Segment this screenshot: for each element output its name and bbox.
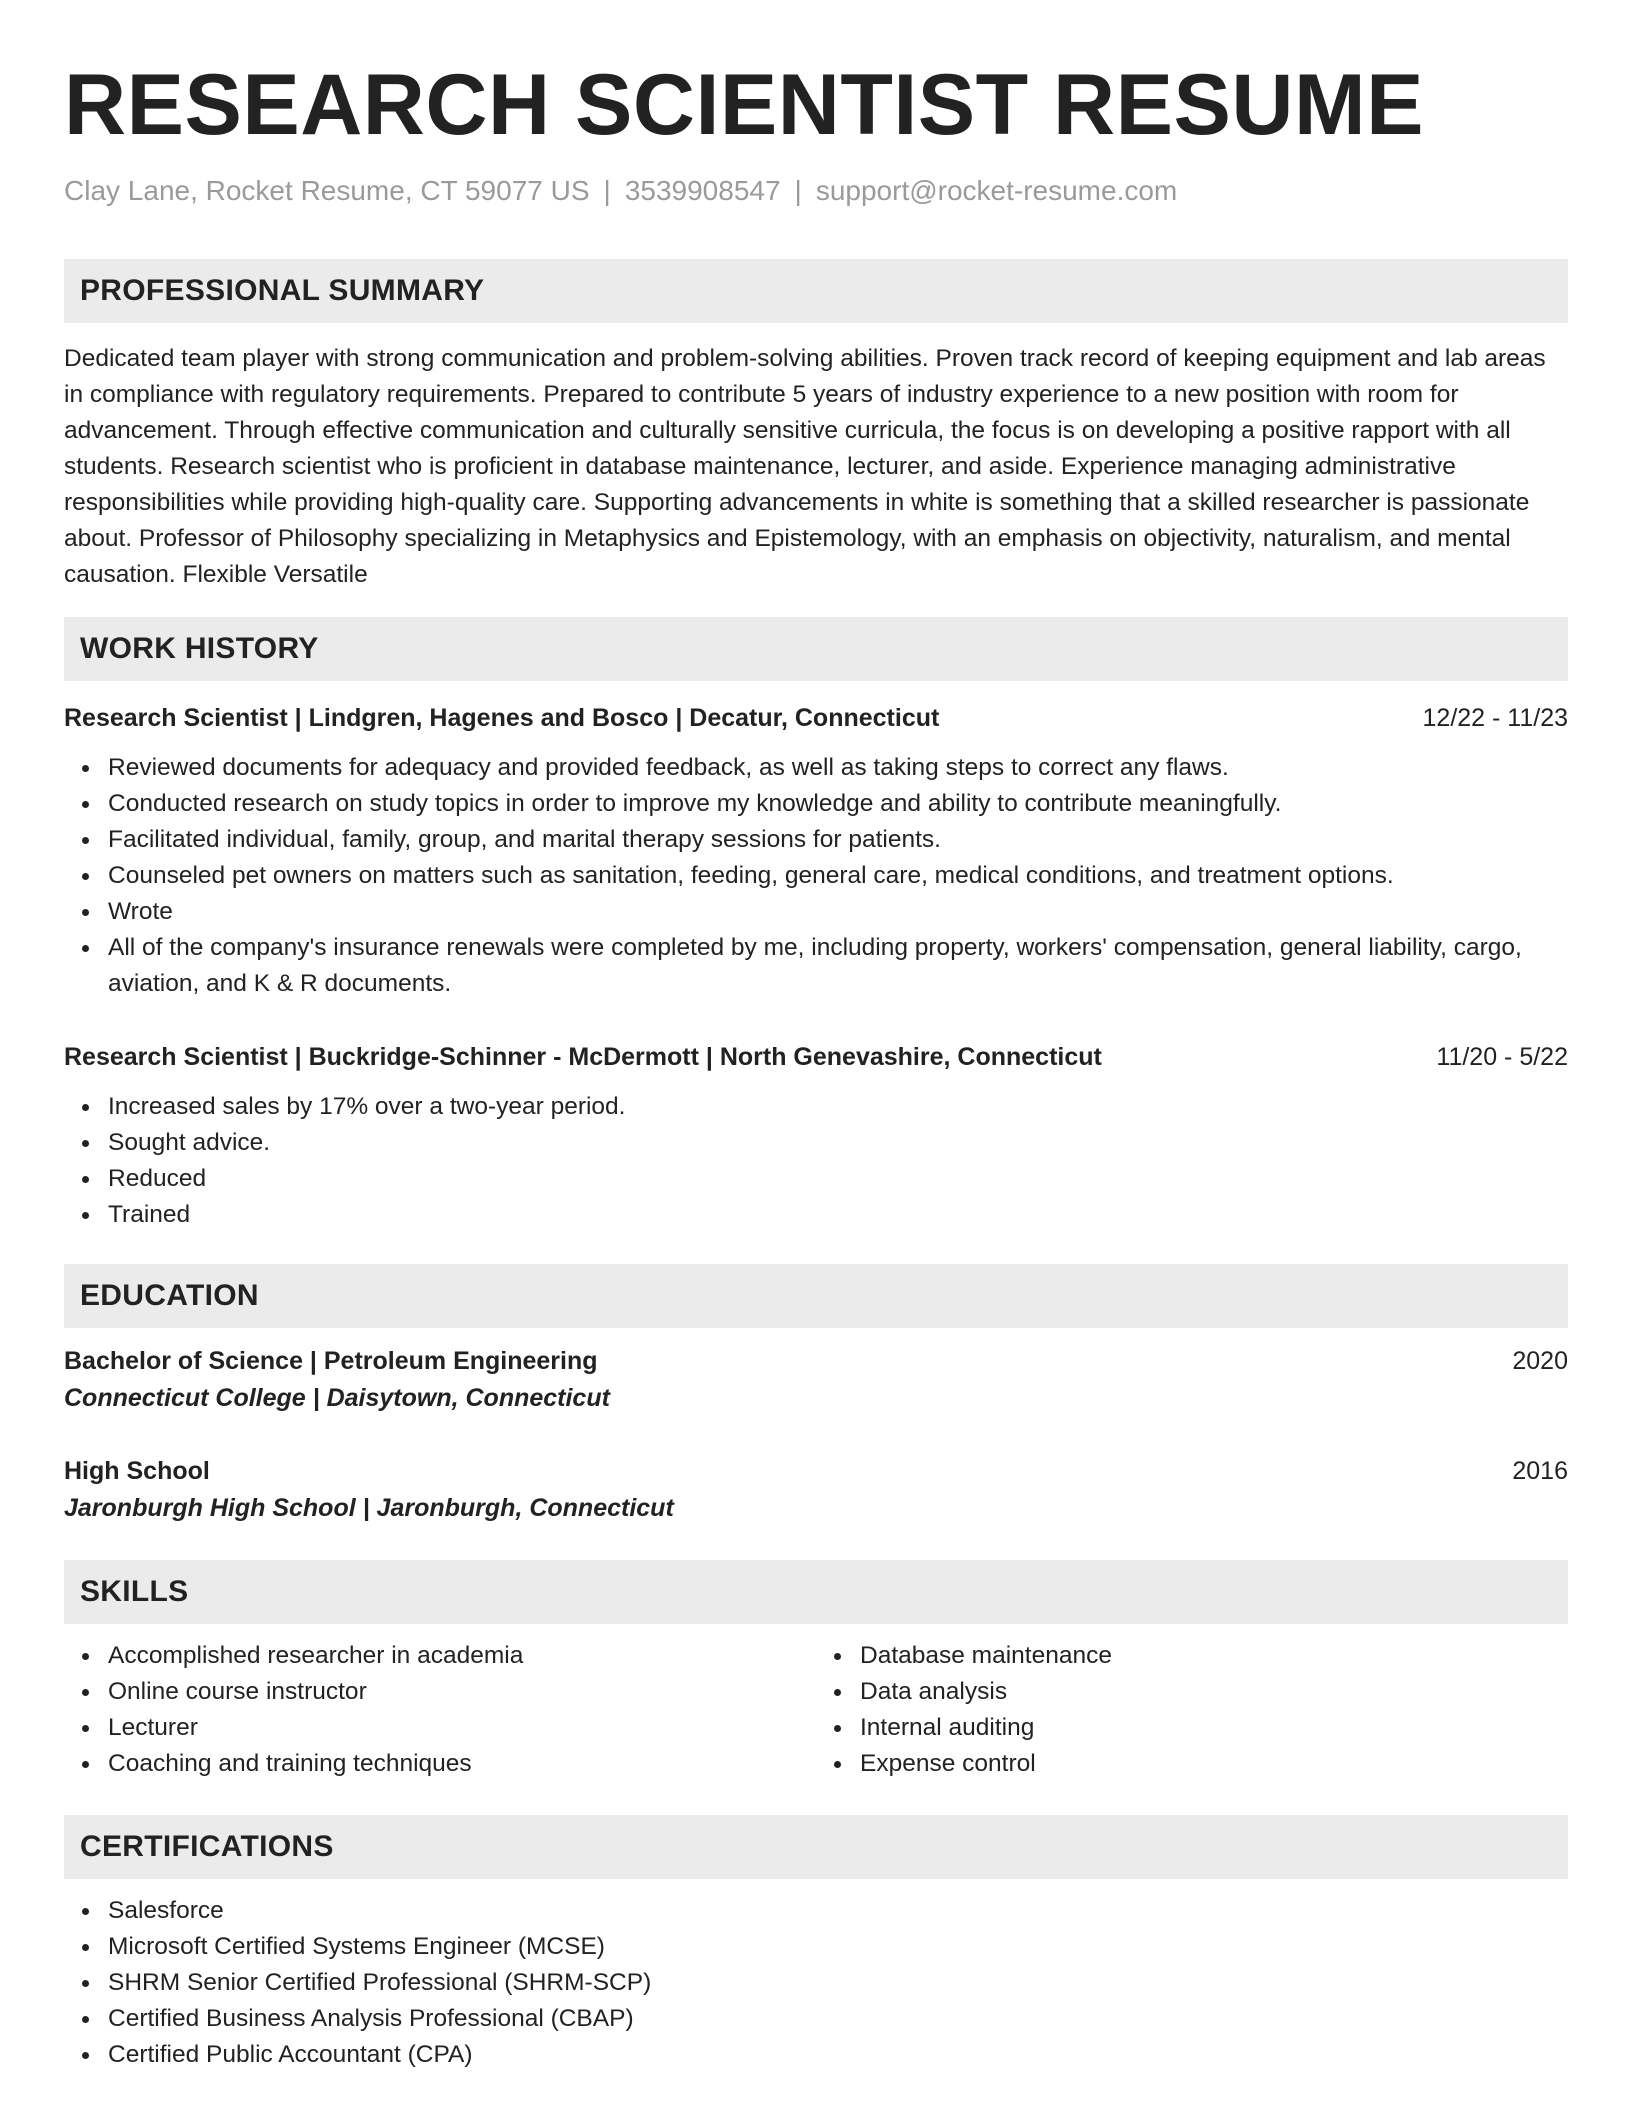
section-heading-certifications: CERTIFICATIONS [64,1815,1568,1879]
job-dates: 12/22 - 11/23 [1422,703,1568,732]
skills-column-right [816,1638,1568,1782]
contact-separator: | [603,175,611,206]
skill-item: Coaching and training techniques [108,1746,816,1782]
education-year: 2020 [1512,1346,1568,1375]
job-bullets [64,1089,1568,1233]
skill-item: Accomplished researcher in academia [108,1638,816,1674]
section-heading-skills: SKILLS [64,1560,1568,1624]
resume-title: RESEARCH SCIENTIST RESUME [64,57,1424,153]
job-entry [64,1039,1568,1233]
job-bullet: Trained [108,1197,1568,1233]
section-heading-work-history: WORK HISTORY [64,617,1568,681]
contact-separator: | [794,175,802,206]
skill-item: Internal auditing [860,1710,1568,1746]
certifications-block [64,1893,1568,2073]
skill-item: Database maintenance [860,1638,1568,1674]
skill-item: Lecturer [108,1710,816,1746]
education-entry [64,1453,1568,1527]
certification-item: Certified Business Analysis Professional (CBAP) [108,2001,1568,2037]
certifications-list [64,1893,1568,2073]
education-school: Connecticut College | Daisytown, Connecticut [64,1383,610,1412]
job-header [64,1039,1568,1075]
education-degree: High School [64,1456,210,1485]
job-header [64,700,1568,736]
job-entry [64,700,1568,1002]
education-year: 2016 [1512,1456,1568,1485]
skill-item: Data analysis [860,1674,1568,1710]
contact-phone: 3539908547 [624,175,781,206]
job-bullet: Facilitated individual, family, group, and marital therapy sessions for patients. [108,822,1568,858]
job-bullet: Increased sales by 17% over a two-year period. [108,1089,1568,1125]
skills-list [816,1638,1568,1782]
job-dates: 11/20 - 5/22 [1436,1042,1568,1071]
certification-item: Microsoft Certified Systems Engineer (MCSE) [108,1929,1568,1965]
contact-email: support@rocket-resume.com [815,175,1178,206]
education-entry [64,1343,1568,1417]
education-school: Jaronburgh High School | Jaronburgh, Connecticut [64,1493,674,1522]
education-degree: Bachelor of Science | Petroleum Engineering [64,1346,598,1375]
job-bullets [64,750,1568,1002]
job-bullet: Reduced [108,1161,1568,1197]
certification-item: SHRM Senior Certified Professional (SHRM-SCP) [108,1965,1568,2001]
job-bullet: All of the company's insurance renewals were completed by me, including property, workers' compensation, general liability, cargo, aviation, and K & R documents. [108,930,1568,1002]
skill-item: Expense control [860,1746,1568,1782]
job-bullet: Sought advice. [108,1125,1568,1161]
skills-column-left [64,1638,816,1782]
job-bullet: Reviewed documents for adequacy and provided feedback, as well as taking steps to correct any flaws. [108,750,1568,786]
education-header [64,1343,1568,1379]
contact-address: Clay Lane, Rocket Resume, CT 59077 US [64,175,590,206]
skill-item: Online course instructor [108,1674,816,1710]
skills-grid [64,1638,1568,1782]
job-bullet: Counseled pet owners on matters such as sanitation, feeding, general care, medical conditions, and treatment options. [108,858,1568,894]
section-heading-education: EDUCATION [64,1264,1568,1328]
job-title-line: Research Scientist | Buckridge-Schinner - McDermott | North Genevashire, Connecticut [64,1042,1102,1071]
skills-list [64,1638,816,1782]
job-bullet: Conducted research on study topics in order to improve my knowledge and ability to contribute meaningfully. [108,786,1568,822]
education-header [64,1453,1568,1489]
job-title-line: Research Scientist | Lindgren, Hagenes and Bosco | Decatur, Connecticut [64,703,940,732]
certification-item: Salesforce [108,1893,1568,1929]
certification-item: Certified Public Accountant (CPA) [108,2037,1568,2073]
section-heading-summary: PROFESSIONAL SUMMARY [64,259,1568,323]
summary-text: Dedicated team player with strong communication and problem-solving abilities. Proven track record of keeping equipment and lab areas in compliance with regulatory requirements. Prepared to contribute 5 years of industry experience to a new position with room for advancement. Through effective communication and culturally sensitive curricula, the focus is on developing a positive rapport with all students. Research scientist who is proficient in database maintenance, lecturer, and aside. Experience managing administrative responsibilities while providing high-quality care. Supporting advancements in white is something that a skilled researcher is passionate about. Professor of Philosophy specializing in Metaphysics and Epistemology, with an emphasis on objectivity, naturalism, and mental causation. Flexible Versatile [64,344,1546,588]
contact-line [64,174,1568,208]
job-bullet: Wrote [108,894,1568,930]
